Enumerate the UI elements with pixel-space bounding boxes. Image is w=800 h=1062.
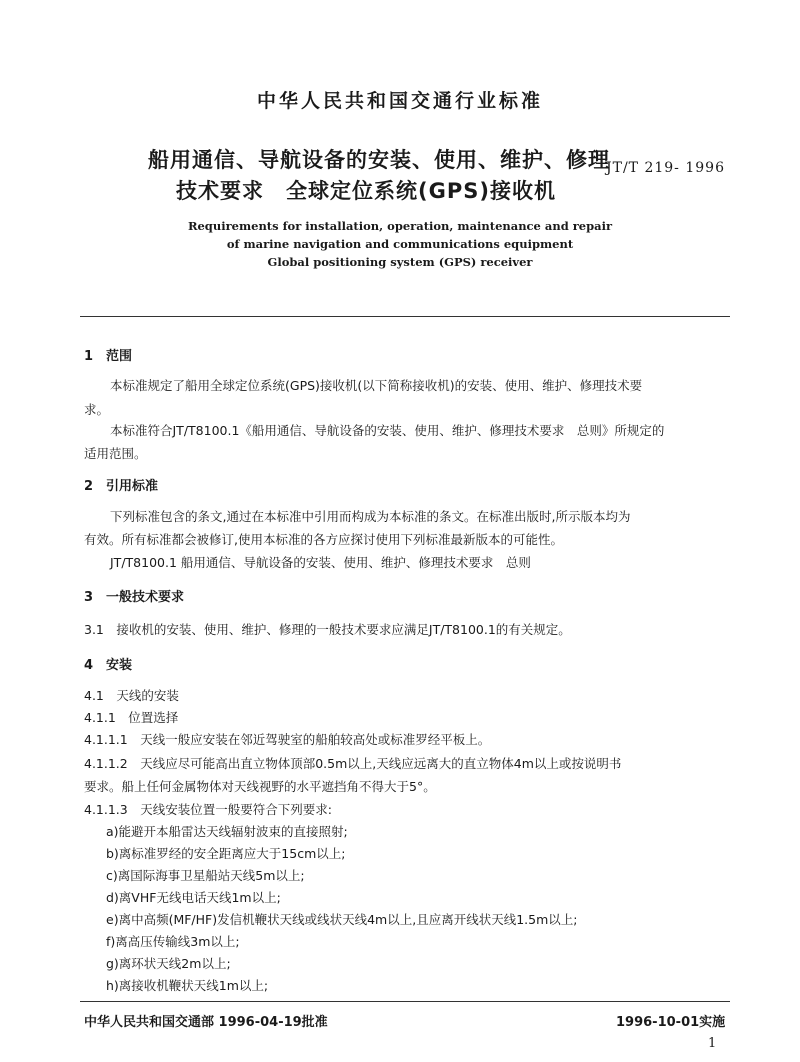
section-2-heading: 2 引用标准 <box>84 479 159 494</box>
section-1-paragraph-2-line-1: 本标准符合JT/T8100.1《船用通信、导航设备的安装、使用、维护、修理技术要求 总则》所规定的 <box>110 423 665 438</box>
section-3-heading: 3 一般技术要求 <box>84 590 185 605</box>
english-title-line-1: Requirements for installation, operation, maintenance and repair <box>187 219 613 233</box>
list-item-a: a)能避开本船雷达天线辐射波束的直接照射; <box>106 824 348 839</box>
clause-4-1-1-2-line-1: 4.1.1.2 天线应尽可能高出直立物体顶部0.5m以上,天线应远离大的直立物体4m以上或按说明书 <box>84 756 622 771</box>
list-item-d: d)离VHF无线电话天线1m以上; <box>106 890 281 905</box>
clause-4-1: 4.1 天线的安装 <box>84 688 179 703</box>
list-item-c: c)离国际海事卫星船站天线5m以上; <box>106 868 305 883</box>
section-2-paragraph-line-1: 下列标准包含的条文,通过在本标准中引用而构成为本标准的条文。在标准出版时,所示版本均为 <box>110 509 631 524</box>
section-1-paragraph-2-line-2: 适用范围。 <box>84 446 147 461</box>
list-item-h: h)离接收机鞭状天线1m以上; <box>106 978 269 993</box>
page-number: 1 <box>708 1036 717 1051</box>
clause-4-1-1-3: 4.1.1.3 天线安装位置一般要符合下列要求: <box>84 802 332 817</box>
list-item-e: e)离中高频(MF/HF)发信机鞭状天线或线状天线4m以上,且应离开线状天线1.5m以上; <box>106 912 578 927</box>
section-1-paragraph-1-line-1: 本标准规定了船用全球定位系统(GPS)接收机(以下简称接收机)的安装、使用、维护、修理技术要 <box>110 378 643 393</box>
section-2-paragraph-line-2: 有效。所有标准都会被修订,使用本标准的各方应探讨使用下列标准最新版本的可能性。 <box>84 532 563 547</box>
implementation-date: 1996-10-01实施 <box>616 1015 726 1030</box>
document-title-line-1: 船用通信、导航设备的安装、使用、维护、修理 <box>148 148 610 172</box>
list-item-b: b)离标准罗经的安全距离应大于15cm以上; <box>106 846 346 861</box>
approval-info: 中华人民共和国交通部 1996-04-19批准 <box>84 1015 328 1030</box>
clause-4-1-1-2-line-2: 要求。船上任何金属物体对天线视野的水平遮挡角不得大于5°。 <box>84 779 436 794</box>
english-title-line-3: Global positioning system (GPS) receiver <box>267 255 533 269</box>
section-1-paragraph-1-line-2: 求。 <box>84 402 110 417</box>
section-4-heading: 4 安装 <box>84 658 133 673</box>
section-2-reference: JT/T8100.1 船用通信、导航设备的安装、使用、维护、修理技术要求 总则 <box>110 555 531 570</box>
english-title-line-2: of marine navigation and communications equipment <box>226 237 574 251</box>
document-title-line-2: 技术要求 全球定位系统(GPS)接收机 <box>176 179 556 203</box>
standard-number: JT/T 219- 1996 <box>606 160 725 176</box>
standard-category-header: 中华人民共和国交通行业标准 <box>256 90 543 112</box>
title-divider <box>80 316 730 317</box>
clause-4-1-1: 4.1.1 位置选择 <box>84 710 179 725</box>
list-item-f: f)离高压传输线3m以上; <box>106 934 240 949</box>
footer-divider <box>80 1001 730 1002</box>
clause-4-1-1-1: 4.1.1.1 天线一般应安装在邻近驾驶室的船舶较高处或标准罗经平板上。 <box>84 732 491 747</box>
section-1-heading: 1 范围 <box>84 349 133 364</box>
list-item-g: g)离环状天线2m以上; <box>106 956 231 971</box>
clause-3-1: 3.1 接收机的安装、使用、维护、修理的一般技术要求应满足JT/T8100.1的有关规定。 <box>84 622 571 637</box>
